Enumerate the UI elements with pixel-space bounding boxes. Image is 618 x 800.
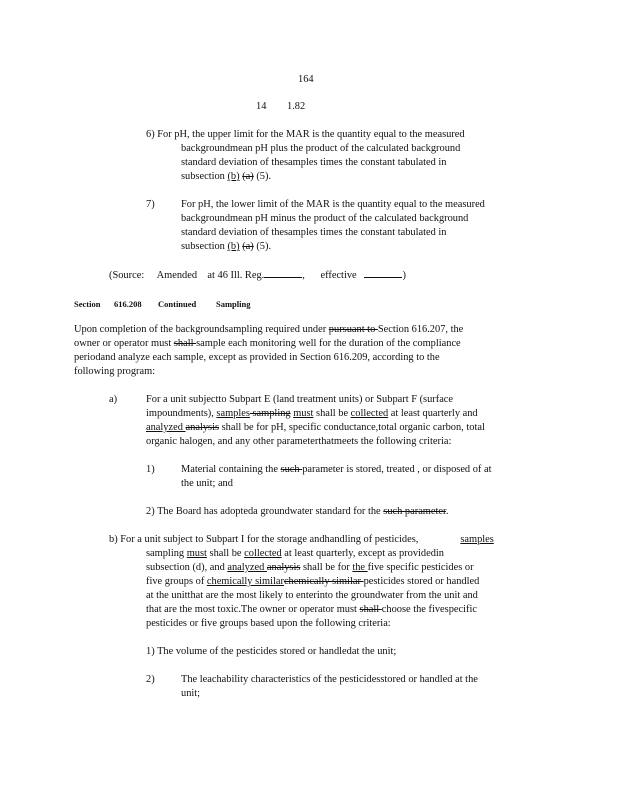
a-line3: analyzed analysis shall be for pH, specific conductance,total organic carbon, total [146,422,485,433]
item6-line3: standard deviation of thesamples times the constant tabulated in [181,157,447,168]
item7-line1: For pH, the lower limit of the MAR is the quantity equal to the measured [181,199,485,210]
a-sub1-number: 1) [146,464,155,475]
item7-ref: subsection (b) (a) (5). [181,241,272,252]
item6-line1: 6) For pH, the upper limit for the MAR is the quantity equal to the measured [146,129,465,140]
intro-line2: owner or operator must shall sample each monitoring well for the duration of the compliance [74,338,461,349]
a-line2: impoundments), samples sampling must shall be collected at least quarterly and [146,408,478,419]
item7-line3: standard deviation of thesamples times the constant tabulated in [181,227,447,238]
item7-line2: backgroundmean pH minus the product of the calculated background [181,213,469,224]
section-label: Section [74,299,101,309]
intro-line4: following program: [74,366,156,377]
header-sub-right: 1.82 [287,101,306,112]
a-marker: a) [109,394,118,405]
a-sub1-line1: Material containing the such parameter is stored, treated , or disposed of at [181,464,492,475]
b-line2: sampling must shall be collected at least quarterly, except as providedin [146,548,444,559]
a-sub2: 2) The Board has adopteda groundwater standard for the such parameter. [146,506,449,517]
item7-number: 7) [146,199,155,210]
b-sub1: 1) The volume of the pesticides stored or handledat the unit; [146,646,397,657]
b-sub2-line1: The leachability characteristics of the pesticidesstored or handled at the [181,674,478,685]
a-line4: organic halogen, and any other parameterthatmeets the following criteria: [146,436,452,447]
register-blank[interactable] [264,268,302,278]
item6-line2: backgroundmean pH plus the product of the calculated background [181,143,461,154]
b-line3: subsection (d), and analyzed analysis shall be for the five specific pesticides or [146,562,474,573]
item6-ref: subsection (b) (a) (5). [181,171,272,182]
source-note: (Source: Amended at 46 Ill. Reg. , effective ) [109,270,406,281]
b-line7: pesticides or five groups based upon the following criteria: [146,618,391,629]
effective-blank[interactable] [364,268,402,278]
b-sub2-number: 2) [146,674,155,685]
b-sub2-line2: unit; [181,688,201,699]
header-sub-left: 14 [256,101,267,112]
a-line1: For a unit subjectto Subpart E (land treatment units) or Subpart F (surface [146,394,454,405]
section-number: 616.208 [114,299,142,309]
intro-line3: periodand analyze each sample, except as provided in Section 616.209, according to the [74,352,440,363]
b-line5: at the unitthat are the most likely to enterinto the groundwater from the unit and [146,590,478,601]
page-number: 164 [298,74,314,85]
a-sub1-line2: the unit; and [181,478,233,489]
b-line6: that are the most toxic.The owner or operator must shall choose the fivespecific [146,604,477,615]
section-word1: Continued [158,299,197,309]
intro-line1: Upon completion of the backgroundsampling required under pursuant to Section 616.207, the [74,324,464,335]
b-line4: five groups of chemically similarchemically similar pesticides stored or handled [146,576,480,587]
section-word2: Sampling [216,299,251,309]
b-line1: b) For a unit subject to Subpart I for the storage andhandling of pesticides, samples [109,534,494,545]
